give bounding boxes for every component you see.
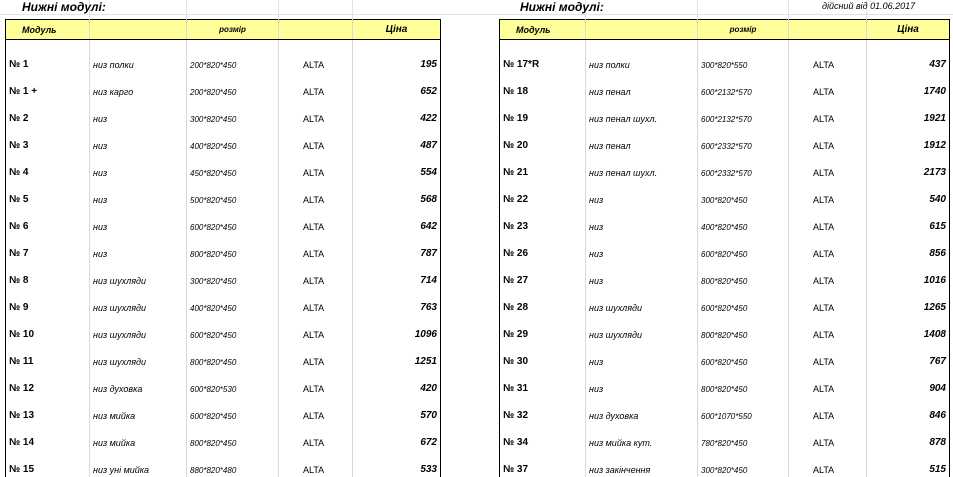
module-brand: ALTA xyxy=(279,396,353,423)
table-row xyxy=(500,261,950,288)
module-price: 2173 xyxy=(867,153,950,180)
module-brand: ALTA xyxy=(279,261,353,288)
module-brand: ALTA xyxy=(279,153,353,180)
module-size: 600*2332*570 xyxy=(698,126,789,153)
module-size: 400*820*450 xyxy=(187,288,279,315)
module-name: низ пенал xyxy=(586,72,698,99)
table-row xyxy=(500,288,950,315)
module-number: № 20 xyxy=(500,126,586,153)
table-row xyxy=(6,153,441,180)
module-brand: ALTA xyxy=(279,207,353,234)
module-name: низ xyxy=(586,180,698,207)
module-size: 600*2132*570 xyxy=(698,99,789,126)
module-name: низ духовка xyxy=(586,396,698,423)
module-name: низ xyxy=(586,234,698,261)
module-name: низ шухляди xyxy=(586,288,698,315)
module-size: 600*820*450 xyxy=(187,207,279,234)
module-price: 1912 xyxy=(867,126,950,153)
module-name: низ шухляди xyxy=(90,342,187,369)
module-price: 195 xyxy=(353,45,441,72)
module-number: № 18 xyxy=(500,72,586,99)
module-size: 600*820*450 xyxy=(698,234,789,261)
table-row xyxy=(500,315,950,342)
module-name: низ уні мийка xyxy=(90,450,187,477)
header-empty xyxy=(586,20,698,40)
module-size: 600*2332*570 xyxy=(698,153,789,180)
module-brand: ALTA xyxy=(279,234,353,261)
module-name: низ полки xyxy=(90,45,187,72)
module-number: № 30 xyxy=(500,342,586,369)
module-name: низ полки xyxy=(586,45,698,72)
module-number: № 23 xyxy=(500,207,586,234)
module-price: 672 xyxy=(353,423,441,450)
header-empty xyxy=(789,20,867,40)
module-price: 904 xyxy=(867,369,950,396)
module-price: 615 xyxy=(867,207,950,234)
module-brand: ALTA xyxy=(789,342,867,369)
table-row xyxy=(6,234,441,261)
table-row xyxy=(500,207,950,234)
module-price: 570 xyxy=(353,396,441,423)
module-name: низ xyxy=(586,342,698,369)
module-price: 642 xyxy=(353,207,441,234)
module-number: № 11 xyxy=(6,342,90,369)
module-size: 300*820*450 xyxy=(187,99,279,126)
module-brand: ALTA xyxy=(789,180,867,207)
module-brand: ALTA xyxy=(789,450,867,477)
module-name: низ карго xyxy=(90,72,187,99)
header-price: Ціна xyxy=(867,20,950,40)
module-price: 714 xyxy=(353,261,441,288)
module-price: 878 xyxy=(867,423,950,450)
table-row xyxy=(6,423,441,450)
module-name: низ xyxy=(90,234,187,261)
module-brand: ALTA xyxy=(789,288,867,315)
module-number: № 17*R xyxy=(500,45,586,72)
left-section-title: Нижні модулі: xyxy=(22,0,106,14)
module-number: № 32 xyxy=(500,396,586,423)
module-brand: ALTA xyxy=(789,234,867,261)
module-name: низ xyxy=(90,153,187,180)
module-number: № 34 xyxy=(500,423,586,450)
table-row xyxy=(500,342,950,369)
left-header-row xyxy=(6,20,441,40)
module-price: 420 xyxy=(353,369,441,396)
module-number: № 37 xyxy=(500,450,586,477)
module-price: 437 xyxy=(867,45,950,72)
module-size: 600*2132*570 xyxy=(698,72,789,99)
right-section-title: Нижні модулі: xyxy=(520,0,604,14)
module-brand: ALTA xyxy=(279,126,353,153)
module-number: № 5 xyxy=(6,180,90,207)
module-brand: ALTA xyxy=(789,369,867,396)
module-price: 487 xyxy=(353,126,441,153)
module-brand: ALTA xyxy=(789,45,867,72)
table-row xyxy=(6,396,441,423)
module-name: низ xyxy=(586,207,698,234)
module-number: № 27 xyxy=(500,261,586,288)
module-name: низ мийка кут. xyxy=(586,423,698,450)
module-price: 515 xyxy=(867,450,950,477)
table-row xyxy=(6,369,441,396)
table-row xyxy=(6,126,441,153)
module-price: 1096 xyxy=(353,315,441,342)
table-row xyxy=(6,180,441,207)
module-number: № 10 xyxy=(6,315,90,342)
module-size: 800*820*450 xyxy=(698,315,789,342)
module-number: № 9 xyxy=(6,288,90,315)
module-price: 787 xyxy=(353,234,441,261)
module-price: 1408 xyxy=(867,315,950,342)
module-number: № 31 xyxy=(500,369,586,396)
module-number: № 12 xyxy=(6,369,90,396)
right-price-table xyxy=(499,19,950,477)
module-price: 568 xyxy=(353,180,441,207)
module-price: 554 xyxy=(353,153,441,180)
module-brand: ALTA xyxy=(279,369,353,396)
module-size: 300*820*550 xyxy=(698,45,789,72)
module-size: 400*820*450 xyxy=(698,207,789,234)
module-price: 1251 xyxy=(353,342,441,369)
module-size: 300*820*450 xyxy=(698,180,789,207)
header-empty xyxy=(90,20,187,40)
valid-from-note: дійсний від 01.06.2017 xyxy=(822,1,915,11)
table-row xyxy=(6,315,441,342)
module-number: № 28 xyxy=(500,288,586,315)
module-number: № 3 xyxy=(6,126,90,153)
module-brand: ALTA xyxy=(279,45,353,72)
header-module: Модуль xyxy=(500,20,586,40)
module-brand: ALTA xyxy=(789,261,867,288)
module-price: 1740 xyxy=(867,72,950,99)
module-size: 800*820*450 xyxy=(698,261,789,288)
module-size: 450*820*450 xyxy=(187,153,279,180)
module-price: 767 xyxy=(867,342,950,369)
module-name: низ мийка xyxy=(90,423,187,450)
right-table-body xyxy=(500,20,950,477)
module-size: 300*820*450 xyxy=(187,261,279,288)
left-price-table xyxy=(5,19,441,477)
right-header-row xyxy=(500,20,950,40)
module-size: 600*1070*550 xyxy=(698,396,789,423)
module-name: низ духовка xyxy=(90,369,187,396)
module-price: 1921 xyxy=(867,99,950,126)
module-number: № 4 xyxy=(6,153,90,180)
module-price: 422 xyxy=(353,99,441,126)
table-row xyxy=(6,288,441,315)
module-brand: ALTA xyxy=(789,99,867,126)
table-row xyxy=(6,261,441,288)
module-size: 200*820*450 xyxy=(187,45,279,72)
module-number: № 19 xyxy=(500,99,586,126)
module-size: 800*820*450 xyxy=(187,342,279,369)
header-size: розмір xyxy=(698,20,789,40)
module-number: № 7 xyxy=(6,234,90,261)
module-number: № 21 xyxy=(500,153,586,180)
module-size: 600*820*450 xyxy=(698,288,789,315)
module-size: 800*820*450 xyxy=(187,234,279,261)
table-row xyxy=(6,45,441,72)
module-brand: ALTA xyxy=(789,126,867,153)
module-size: 600*820*450 xyxy=(187,315,279,342)
module-name: низ шухляди xyxy=(586,315,698,342)
module-name: низ xyxy=(90,99,187,126)
table-row xyxy=(500,423,950,450)
table-row xyxy=(500,450,950,477)
module-number: № 1 + xyxy=(6,72,90,99)
module-number: № 15 xyxy=(6,450,90,477)
header-module: Модуль xyxy=(6,20,90,40)
module-brand: ALTA xyxy=(279,288,353,315)
module-size: 600*820*450 xyxy=(187,396,279,423)
module-name: низ пенал шухл. xyxy=(586,99,698,126)
module-size: 300*820*450 xyxy=(698,450,789,477)
module-price: 856 xyxy=(867,234,950,261)
module-name: низ xyxy=(90,126,187,153)
module-price: 533 xyxy=(353,450,441,477)
module-number: № 2 xyxy=(6,99,90,126)
module-name: низ xyxy=(586,261,698,288)
module-name: низ xyxy=(90,207,187,234)
table-row xyxy=(6,207,441,234)
module-price: 540 xyxy=(867,180,950,207)
module-brand: ALTA xyxy=(279,315,353,342)
module-brand: ALTA xyxy=(789,423,867,450)
table-row xyxy=(500,180,950,207)
module-name: низ пенал xyxy=(586,126,698,153)
module-brand: ALTA xyxy=(789,153,867,180)
module-name: низ xyxy=(90,180,187,207)
table-row xyxy=(500,234,950,261)
module-name: низ шухляди xyxy=(90,261,187,288)
table-row xyxy=(6,99,441,126)
header-price: Ціна xyxy=(353,20,441,40)
module-name: низ xyxy=(586,369,698,396)
header-size: розмір xyxy=(187,20,279,40)
module-number: № 6 xyxy=(6,207,90,234)
module-price: 763 xyxy=(353,288,441,315)
header-empty xyxy=(279,20,353,40)
module-name: низ шухляди xyxy=(90,288,187,315)
table-row xyxy=(500,45,950,72)
table-row xyxy=(500,99,950,126)
left-table-body xyxy=(6,20,441,477)
module-size: 200*820*450 xyxy=(187,72,279,99)
module-size: 800*820*450 xyxy=(187,423,279,450)
table-row xyxy=(500,126,950,153)
module-brand: ALTA xyxy=(279,72,353,99)
table-row xyxy=(6,342,441,369)
module-number: № 22 xyxy=(500,180,586,207)
module-brand: ALTA xyxy=(279,99,353,126)
module-size: 880*820*480 xyxy=(187,450,279,477)
table-row xyxy=(6,72,441,99)
module-brand: ALTA xyxy=(279,342,353,369)
module-brand: ALTA xyxy=(789,315,867,342)
module-size: 400*820*450 xyxy=(187,126,279,153)
module-number: № 13 xyxy=(6,396,90,423)
module-price: 1265 xyxy=(867,288,950,315)
module-number: № 1 xyxy=(6,45,90,72)
module-size: 800*820*450 xyxy=(698,369,789,396)
module-brand: ALTA xyxy=(279,180,353,207)
table-row xyxy=(500,153,950,180)
module-name: низ мийка xyxy=(90,396,187,423)
table-row xyxy=(500,72,950,99)
module-price: 652 xyxy=(353,72,441,99)
module-brand: ALTA xyxy=(789,72,867,99)
module-brand: ALTA xyxy=(279,423,353,450)
module-number: № 29 xyxy=(500,315,586,342)
module-size: 600*820*450 xyxy=(698,342,789,369)
module-size: 600*820*530 xyxy=(187,369,279,396)
module-price: 846 xyxy=(867,396,950,423)
module-size: 500*820*450 xyxy=(187,180,279,207)
module-price: 1016 xyxy=(867,261,950,288)
module-name: низ закінчення xyxy=(586,450,698,477)
module-number: № 8 xyxy=(6,261,90,288)
table-row xyxy=(500,369,950,396)
table-row xyxy=(500,396,950,423)
module-brand: ALTA xyxy=(789,207,867,234)
table-row xyxy=(6,450,441,477)
module-size: 780*820*450 xyxy=(698,423,789,450)
module-brand: ALTA xyxy=(279,450,353,477)
module-number: № 14 xyxy=(6,423,90,450)
module-name: низ шухляди xyxy=(90,315,187,342)
module-number: № 26 xyxy=(500,234,586,261)
module-name: низ пенал шухл. xyxy=(586,153,698,180)
module-brand: ALTA xyxy=(789,396,867,423)
